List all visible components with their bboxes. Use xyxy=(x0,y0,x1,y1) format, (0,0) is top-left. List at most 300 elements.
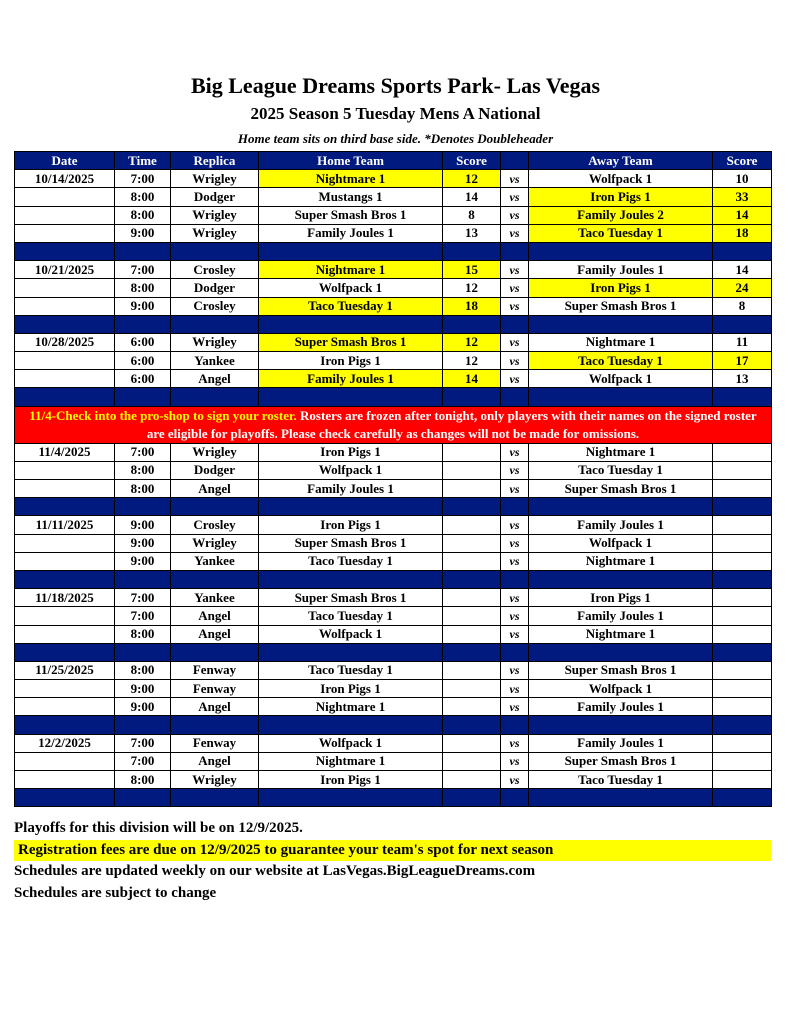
schedule-weeks-before xyxy=(15,170,772,406)
separator-cell xyxy=(259,242,443,260)
separator-cell xyxy=(115,789,171,807)
home-score: 12 xyxy=(443,333,501,351)
home-score xyxy=(443,661,501,679)
away-score xyxy=(713,589,772,607)
col-away-team: Away Team xyxy=(529,152,713,170)
home-score xyxy=(443,516,501,534)
week-separator xyxy=(15,643,772,661)
home-team: Super Smash Bros 1 xyxy=(259,534,443,552)
game-replica: Wrigley xyxy=(171,333,259,351)
game-time: 9:00 xyxy=(115,552,171,570)
vs-label: vs xyxy=(501,734,529,752)
game-row xyxy=(15,752,772,770)
separator-cell xyxy=(713,789,772,807)
game-replica: Dodger xyxy=(171,461,259,479)
game-time: 8:00 xyxy=(115,206,171,224)
vs-label: vs xyxy=(501,552,529,570)
game-row xyxy=(15,625,772,643)
game-time: 7:00 xyxy=(115,607,171,625)
separator-cell xyxy=(529,716,713,734)
separator-cell xyxy=(443,789,501,807)
away-score xyxy=(713,552,772,570)
game-row xyxy=(15,607,772,625)
game-date xyxy=(15,370,115,388)
home-score xyxy=(443,771,501,789)
away-score: 24 xyxy=(713,279,772,297)
week-separator xyxy=(15,498,772,516)
separator-cell xyxy=(529,388,713,406)
col-home-score: Score xyxy=(443,152,501,170)
away-team: Family Joules 1 xyxy=(529,516,713,534)
home-score xyxy=(443,589,501,607)
away-score xyxy=(713,680,772,698)
game-date xyxy=(15,752,115,770)
game-time: 7:00 xyxy=(115,589,171,607)
col-away-score: Score xyxy=(713,152,772,170)
away-team: Family Joules 1 xyxy=(529,607,713,625)
vs-label: vs xyxy=(501,333,529,351)
separator-cell xyxy=(115,716,171,734)
separator-cell xyxy=(15,570,115,588)
game-time: 9:00 xyxy=(115,534,171,552)
game-replica: Angel xyxy=(171,607,259,625)
separator-cell xyxy=(443,242,501,260)
game-date: 11/11/2025 xyxy=(15,516,115,534)
game-date xyxy=(15,607,115,625)
home-team: Wolfpack 1 xyxy=(259,625,443,643)
away-team: Nightmare 1 xyxy=(529,333,713,351)
vs-label: vs xyxy=(501,370,529,388)
away-score xyxy=(713,734,772,752)
away-team: Wolfpack 1 xyxy=(529,170,713,188)
separator-cell xyxy=(713,498,772,516)
separator-cell xyxy=(713,716,772,734)
separator-cell xyxy=(115,643,171,661)
home-team: Super Smash Bros 1 xyxy=(259,333,443,351)
separator-cell xyxy=(171,388,259,406)
vs-label: vs xyxy=(501,480,529,498)
game-replica: Fenway xyxy=(171,680,259,698)
game-time: 7:00 xyxy=(115,443,171,461)
home-score xyxy=(443,552,501,570)
home-score: 8 xyxy=(443,206,501,224)
game-time: 9:00 xyxy=(115,224,171,242)
game-replica: Dodger xyxy=(171,188,259,206)
separator-cell xyxy=(443,315,501,333)
away-score: 33 xyxy=(713,188,772,206)
separator-cell xyxy=(443,643,501,661)
game-replica: Wrigley xyxy=(171,443,259,461)
game-time: 8:00 xyxy=(115,279,171,297)
game-row xyxy=(15,698,772,716)
game-row xyxy=(15,480,772,498)
change-note: Schedules are subject to change xyxy=(14,885,217,901)
separator-cell xyxy=(115,498,171,516)
game-row xyxy=(15,534,772,552)
vs-label: vs xyxy=(501,680,529,698)
game-row xyxy=(15,352,772,370)
home-team: Taco Tuesday 1 xyxy=(259,552,443,570)
game-time: 6:00 xyxy=(115,352,171,370)
away-score xyxy=(713,607,772,625)
game-date xyxy=(15,698,115,716)
separator-cell xyxy=(713,315,772,333)
game-date: 10/14/2025 xyxy=(15,170,115,188)
table-header-row xyxy=(15,152,772,170)
away-score: 11 xyxy=(713,333,772,351)
away-team: Iron Pigs 1 xyxy=(529,589,713,607)
separator-cell xyxy=(15,643,115,661)
away-score xyxy=(713,661,772,679)
game-time: 7:00 xyxy=(115,170,171,188)
schedule-table xyxy=(14,151,772,807)
game-replica: Fenway xyxy=(171,661,259,679)
game-time: 8:00 xyxy=(115,661,171,679)
notice-text: Rosters are frozen after tonight, only players with their names on the signed roster are eligible for playoffs. Please check carefully as changes will not be made for omissions. xyxy=(146,407,757,441)
game-date xyxy=(15,206,115,224)
game-date: 11/18/2025 xyxy=(15,589,115,607)
away-team: Nightmare 1 xyxy=(529,625,713,643)
away-score: 8 xyxy=(713,297,772,315)
away-score xyxy=(713,516,772,534)
game-row xyxy=(15,680,772,698)
away-team: Family Joules 1 xyxy=(529,734,713,752)
game-replica: Crosley xyxy=(171,297,259,315)
vs-label: vs xyxy=(501,443,529,461)
separator-cell xyxy=(171,315,259,333)
week-separator xyxy=(15,388,772,406)
home-score: 14 xyxy=(443,370,501,388)
schedule-note: Home team sits on third base side. *Denotes Doubleheader xyxy=(237,131,554,146)
home-score xyxy=(443,752,501,770)
game-row xyxy=(15,461,772,479)
separator-cell xyxy=(259,643,443,661)
home-score xyxy=(443,534,501,552)
home-team: Iron Pigs 1 xyxy=(259,352,443,370)
game-row xyxy=(15,771,772,789)
vs-label: vs xyxy=(501,752,529,770)
week-separator xyxy=(15,315,772,333)
game-time: 6:00 xyxy=(115,370,171,388)
roster-notice xyxy=(15,406,772,443)
separator-cell xyxy=(259,388,443,406)
game-row xyxy=(15,188,772,206)
game-replica: Yankee xyxy=(171,552,259,570)
separator-cell xyxy=(713,242,772,260)
separator-cell xyxy=(115,315,171,333)
home-team: Family Joules 1 xyxy=(259,480,443,498)
home-team: Iron Pigs 1 xyxy=(259,516,443,534)
separator-cell xyxy=(115,242,171,260)
home-score: 12 xyxy=(443,352,501,370)
separator-cell xyxy=(713,643,772,661)
away-score: 18 xyxy=(713,224,772,242)
notice-section xyxy=(15,406,772,443)
away-score xyxy=(713,461,772,479)
separator-cell xyxy=(501,498,529,516)
home-score xyxy=(443,698,501,716)
away-team: Iron Pigs 1 xyxy=(529,188,713,206)
separator-cell xyxy=(713,570,772,588)
col-replica: Replica xyxy=(171,152,259,170)
separator-cell xyxy=(259,498,443,516)
home-score xyxy=(443,443,501,461)
separator-cell xyxy=(259,570,443,588)
game-row xyxy=(15,224,772,242)
vs-label: vs xyxy=(501,661,529,679)
game-replica: Angel xyxy=(171,370,259,388)
separator-cell xyxy=(171,789,259,807)
game-row xyxy=(15,370,772,388)
separator-cell xyxy=(529,643,713,661)
away-score: 17 xyxy=(713,352,772,370)
game-replica: Angel xyxy=(171,625,259,643)
game-time: 8:00 xyxy=(115,771,171,789)
home-team: Nightmare 1 xyxy=(259,261,443,279)
game-date xyxy=(15,680,115,698)
vs-label: vs xyxy=(501,206,529,224)
separator-cell xyxy=(501,789,529,807)
game-date: 12/2/2025 xyxy=(15,734,115,752)
away-score: 14 xyxy=(713,206,772,224)
game-row xyxy=(15,516,772,534)
separator-cell xyxy=(529,498,713,516)
separator-cell xyxy=(259,716,443,734)
game-date xyxy=(15,461,115,479)
page-subtitle: 2025 Season 5 Tuesday Mens A National xyxy=(250,104,541,123)
vs-label: vs xyxy=(501,352,529,370)
away-team: Nightmare 1 xyxy=(529,552,713,570)
away-team: Family Joules 1 xyxy=(529,698,713,716)
home-team: Nightmare 1 xyxy=(259,170,443,188)
game-time: 7:00 xyxy=(115,752,171,770)
game-time: 9:00 xyxy=(115,698,171,716)
home-score: 15 xyxy=(443,261,501,279)
game-row xyxy=(15,297,772,315)
separator-cell xyxy=(443,716,501,734)
separator-cell xyxy=(443,388,501,406)
home-team: Iron Pigs 1 xyxy=(259,443,443,461)
away-team: Super Smash Bros 1 xyxy=(529,752,713,770)
away-score xyxy=(713,752,772,770)
home-team: Family Joules 1 xyxy=(259,370,443,388)
game-time: 8:00 xyxy=(115,625,171,643)
game-time: 8:00 xyxy=(115,188,171,206)
game-replica: Dodger xyxy=(171,279,259,297)
game-date xyxy=(15,188,115,206)
separator-cell xyxy=(171,242,259,260)
separator-cell xyxy=(171,716,259,734)
home-team: Iron Pigs 1 xyxy=(259,771,443,789)
home-score: 12 xyxy=(443,279,501,297)
away-team: Taco Tuesday 1 xyxy=(529,771,713,789)
home-score xyxy=(443,734,501,752)
separator-cell xyxy=(501,643,529,661)
home-team: Taco Tuesday 1 xyxy=(259,297,443,315)
game-date xyxy=(15,771,115,789)
week-separator xyxy=(15,570,772,588)
game-date xyxy=(15,279,115,297)
game-time: 7:00 xyxy=(115,734,171,752)
separator-cell xyxy=(501,716,529,734)
home-score xyxy=(443,480,501,498)
game-date xyxy=(15,297,115,315)
col-date: Date xyxy=(15,152,115,170)
game-date xyxy=(15,480,115,498)
away-score xyxy=(713,534,772,552)
game-replica: Angel xyxy=(171,698,259,716)
game-row xyxy=(15,170,772,188)
away-team: Wolfpack 1 xyxy=(529,370,713,388)
away-score xyxy=(713,625,772,643)
game-replica: Crosley xyxy=(171,516,259,534)
separator-cell xyxy=(259,789,443,807)
game-replica: Wrigley xyxy=(171,534,259,552)
home-score: 14 xyxy=(443,188,501,206)
away-team: Super Smash Bros 1 xyxy=(529,480,713,498)
vs-label: vs xyxy=(501,698,529,716)
game-date xyxy=(15,534,115,552)
game-replica: Wrigley xyxy=(171,224,259,242)
vs-label: vs xyxy=(501,170,529,188)
away-score xyxy=(713,771,772,789)
home-score xyxy=(443,607,501,625)
week-separator xyxy=(15,716,772,734)
notice-highlight: 11/4-Check into the pro-shop to sign your roster. xyxy=(29,407,297,423)
playoffs-note: Playoffs for this division will be on 12/9/2025. xyxy=(14,820,303,836)
away-team: Family Joules 1 xyxy=(529,261,713,279)
away-score xyxy=(713,698,772,716)
separator-cell xyxy=(501,570,529,588)
game-replica: Fenway xyxy=(171,734,259,752)
game-replica: Angel xyxy=(171,480,259,498)
away-score: 14 xyxy=(713,261,772,279)
week-separator xyxy=(15,242,772,260)
website-note: Schedules are updated weekly on our website at LasVegas.BigLeagueDreams.com xyxy=(14,863,536,879)
home-team: Wolfpack 1 xyxy=(259,279,443,297)
game-time: 9:00 xyxy=(115,680,171,698)
separator-cell xyxy=(171,643,259,661)
home-team: Taco Tuesday 1 xyxy=(259,607,443,625)
vs-label: vs xyxy=(501,461,529,479)
home-team: Super Smash Bros 1 xyxy=(259,206,443,224)
game-time: 7:00 xyxy=(115,261,171,279)
game-replica: Wrigley xyxy=(171,771,259,789)
away-team: Taco Tuesday 1 xyxy=(529,461,713,479)
away-team: Taco Tuesday 1 xyxy=(529,352,713,370)
separator-cell xyxy=(15,789,115,807)
col-home-team: Home Team xyxy=(259,152,443,170)
vs-label: vs xyxy=(501,607,529,625)
separator-cell xyxy=(171,570,259,588)
home-score: 18 xyxy=(443,297,501,315)
home-score: 13 xyxy=(443,224,501,242)
separator-cell xyxy=(529,315,713,333)
game-date: 10/28/2025 xyxy=(15,333,115,351)
separator-cell xyxy=(529,242,713,260)
away-team: Family Joules 2 xyxy=(529,206,713,224)
separator-cell xyxy=(501,388,529,406)
home-team: Super Smash Bros 1 xyxy=(259,589,443,607)
registration-note: Registration fees are due on 12/9/2025 to guarantee your team's spot for next season xyxy=(14,840,771,861)
separator-cell xyxy=(15,498,115,516)
game-time: 8:00 xyxy=(115,480,171,498)
separator-cell xyxy=(501,315,529,333)
home-team: Iron Pigs 1 xyxy=(259,680,443,698)
vs-label: vs xyxy=(501,771,529,789)
game-time: 9:00 xyxy=(115,297,171,315)
away-team: Super Smash Bros 1 xyxy=(529,297,713,315)
game-row xyxy=(15,261,772,279)
vs-label: vs xyxy=(501,279,529,297)
game-row xyxy=(15,333,772,351)
away-score: 13 xyxy=(713,370,772,388)
game-row xyxy=(15,206,772,224)
page-title: Big League Dreams Sports Park- Las Vegas xyxy=(190,73,601,98)
vs-label: vs xyxy=(501,261,529,279)
vs-label: vs xyxy=(501,224,529,242)
col-time: Time xyxy=(115,152,171,170)
separator-cell xyxy=(529,570,713,588)
game-row xyxy=(15,734,772,752)
away-team: Iron Pigs 1 xyxy=(529,279,713,297)
game-date xyxy=(15,224,115,242)
away-score: 10 xyxy=(713,170,772,188)
separator-cell xyxy=(443,498,501,516)
week-separator xyxy=(15,789,772,807)
game-date xyxy=(15,552,115,570)
separator-cell xyxy=(259,315,443,333)
vs-label: vs xyxy=(501,534,529,552)
game-date: 11/4/2025 xyxy=(15,443,115,461)
game-row xyxy=(15,552,772,570)
game-date: 10/21/2025 xyxy=(15,261,115,279)
game-row xyxy=(15,589,772,607)
separator-cell xyxy=(15,315,115,333)
away-score xyxy=(713,480,772,498)
separator-cell xyxy=(115,388,171,406)
home-score xyxy=(443,680,501,698)
home-score xyxy=(443,625,501,643)
game-row xyxy=(15,279,772,297)
game-replica: Wrigley xyxy=(171,206,259,224)
game-date xyxy=(15,625,115,643)
separator-cell xyxy=(529,789,713,807)
vs-label: vs xyxy=(501,589,529,607)
separator-cell xyxy=(501,242,529,260)
schedule-weeks-after xyxy=(15,443,772,807)
game-date: 11/25/2025 xyxy=(15,661,115,679)
away-team: Super Smash Bros 1 xyxy=(529,661,713,679)
game-replica: Yankee xyxy=(171,589,259,607)
col-vs xyxy=(501,152,529,170)
away-score xyxy=(713,443,772,461)
home-team: Mustangs 1 xyxy=(259,188,443,206)
home-score xyxy=(443,461,501,479)
home-team: Family Joules 1 xyxy=(259,224,443,242)
separator-cell xyxy=(15,242,115,260)
game-time: 6:00 xyxy=(115,333,171,351)
separator-cell xyxy=(15,716,115,734)
separator-cell xyxy=(171,498,259,516)
game-row xyxy=(15,443,772,461)
vs-label: vs xyxy=(501,297,529,315)
home-team: Nightmare 1 xyxy=(259,698,443,716)
game-time: 8:00 xyxy=(115,461,171,479)
away-team: Wolfpack 1 xyxy=(529,680,713,698)
away-team: Wolfpack 1 xyxy=(529,534,713,552)
away-team: Taco Tuesday 1 xyxy=(529,224,713,242)
